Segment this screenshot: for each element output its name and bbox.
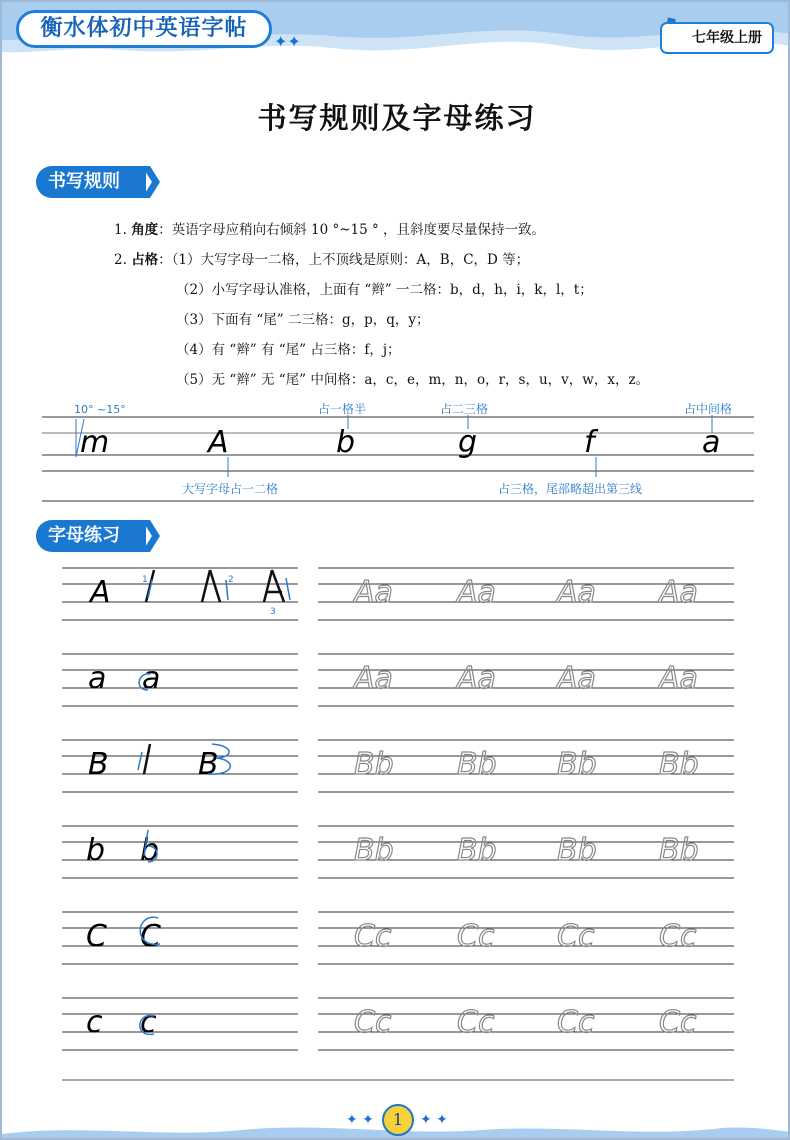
model-letter: B — [88, 747, 109, 782]
series-title: 衡水体初中英语字帖 — [16, 10, 272, 48]
tracing-letters: Aa — [354, 661, 393, 696]
tracing-letters: Cc — [659, 1005, 697, 1040]
model-letter: c — [86, 1005, 103, 1040]
annotation-top: 占一格半 — [318, 402, 367, 416]
stroke-direction-arrow — [138, 752, 142, 770]
stroke-order-diagram — [146, 570, 284, 602]
tracing-letters: Cc — [557, 919, 595, 954]
tracing-letters: Bb — [354, 833, 394, 868]
tracing-letters: Aa — [659, 661, 698, 696]
stroke-order-letter: B — [198, 747, 219, 782]
star-icon: ✦ ✦ — [420, 1112, 448, 1128]
tracing-letters: Aa — [557, 575, 596, 610]
four-line-grid — [42, 417, 754, 501]
rule-item — [114, 248, 529, 268]
star-icon: ✦✦ — [274, 32, 301, 51]
rule-term: 角度 — [131, 222, 159, 238]
demo-letter: g — [458, 425, 478, 460]
tracing-letters: Cc — [659, 919, 697, 954]
four-line-grid — [62, 568, 734, 620]
tracing-letters: Bb — [659, 833, 699, 868]
stroke-order-letter: C — [140, 919, 161, 954]
practice-row — [62, 740, 734, 792]
model-letter: a — [88, 661, 107, 696]
tracing-letters: Aa — [354, 575, 393, 610]
tracing-letters: Bb — [457, 833, 497, 868]
chevron-right-icon — [142, 520, 160, 552]
tracing-letters: Aa — [457, 661, 496, 696]
demo-letter: A — [208, 425, 229, 460]
four-line-grid — [62, 740, 734, 792]
angle-label: 10° ~15° — [74, 403, 126, 416]
four-line-grid — [62, 912, 734, 964]
section-tab-label: 书写规则 — [36, 166, 146, 198]
tracing-letters: Cc — [457, 919, 495, 954]
four-line-grid — [62, 998, 734, 1050]
page-title: 书写规则及字母练习 — [257, 101, 537, 135]
stroke-order-number: 3 — [270, 607, 276, 617]
practice-row — [62, 912, 734, 964]
tracing-letters: Aa — [659, 575, 698, 610]
grade-badge: 七年级上册 — [660, 22, 774, 54]
rule-item — [114, 218, 545, 238]
tracing-letters: Bb — [557, 833, 597, 868]
page-number: 1 — [382, 1104, 414, 1136]
rule-separator: ： — [158, 222, 172, 238]
rule-subitem: （4）有 “辫” 有 “尾” 占三格：f，j； — [176, 342, 401, 358]
annotation-top: 占中间格 — [684, 402, 733, 416]
rule-text: 英语字母应稍向右倾斜 10 °~15 ° ，且斜度要尽量保持一致。 — [171, 222, 546, 238]
tracing-letters: Cc — [354, 1005, 392, 1040]
annotation-bottom: 占三格，尾部略超出第三线 — [498, 482, 643, 496]
rule-separator: ： — [158, 252, 172, 268]
practice-row — [62, 998, 734, 1050]
rule-text: （1）大写字母一二格，上不顶线是原则：A，B，C，D 等； — [171, 252, 530, 268]
four-line-grid — [62, 826, 734, 878]
model-letter: A — [90, 575, 111, 610]
tracing-letters: Bb — [557, 747, 597, 782]
annotation-top: 占二三格 — [440, 402, 489, 416]
demo-writing-lines — [2, 397, 790, 507]
tracing-letters: Cc — [457, 1005, 495, 1040]
rule-subitem: （3）下面有 “尾” 二三格：g，p，q，y； — [176, 312, 430, 328]
practice-grid — [2, 558, 790, 1098]
stroke-order-number: 1 — [142, 575, 148, 585]
demo-letter: f — [584, 425, 595, 460]
model-letter: b — [86, 833, 106, 868]
rule-subitem: （5）无 “辫” 无 “尾” 中间格：a，c，e，m，n，o，r，s，u，v，w，x，z。 — [176, 372, 650, 388]
tracing-letters: Bb — [457, 747, 497, 782]
stroke-order-letter: c — [140, 1005, 157, 1040]
chevron-right-icon — [142, 166, 160, 198]
practice-row — [62, 826, 734, 878]
stroke-order-part — [144, 744, 150, 774]
stroke-order-letter: a — [142, 661, 161, 696]
demo-letter: m — [80, 425, 110, 460]
stroke-order-number: 2 — [228, 575, 234, 585]
practice-row — [62, 568, 734, 620]
tracing-letters: Cc — [557, 1005, 595, 1040]
four-line-grid — [62, 654, 734, 706]
annotation-bottom: 大写字母占一二格 — [182, 482, 279, 496]
stroke-order-letter: b — [140, 833, 160, 868]
tracing-letters: Cc — [354, 919, 392, 954]
rule-number: 2. — [114, 252, 127, 268]
rule-term: 占格 — [131, 252, 159, 268]
rule-number: 1. — [114, 222, 127, 238]
practice-row — [62, 654, 734, 706]
demo-letter: b — [336, 425, 356, 460]
tracing-letters: Bb — [659, 747, 699, 782]
demo-letter: a — [702, 425, 721, 460]
tracing-letters: Bb — [354, 747, 394, 782]
star-icon: ✦ ✦ — [346, 1112, 374, 1128]
rule-subitem: （2）小写字母认准格，上面有 “辫” 一二格：b，d，h，i，k，l，t； — [176, 282, 593, 298]
model-letter: C — [86, 919, 107, 954]
tracing-letters: Aa — [457, 575, 496, 610]
tracing-letters: Aa — [557, 661, 596, 696]
section-tab-label: 字母练习 — [36, 520, 146, 552]
